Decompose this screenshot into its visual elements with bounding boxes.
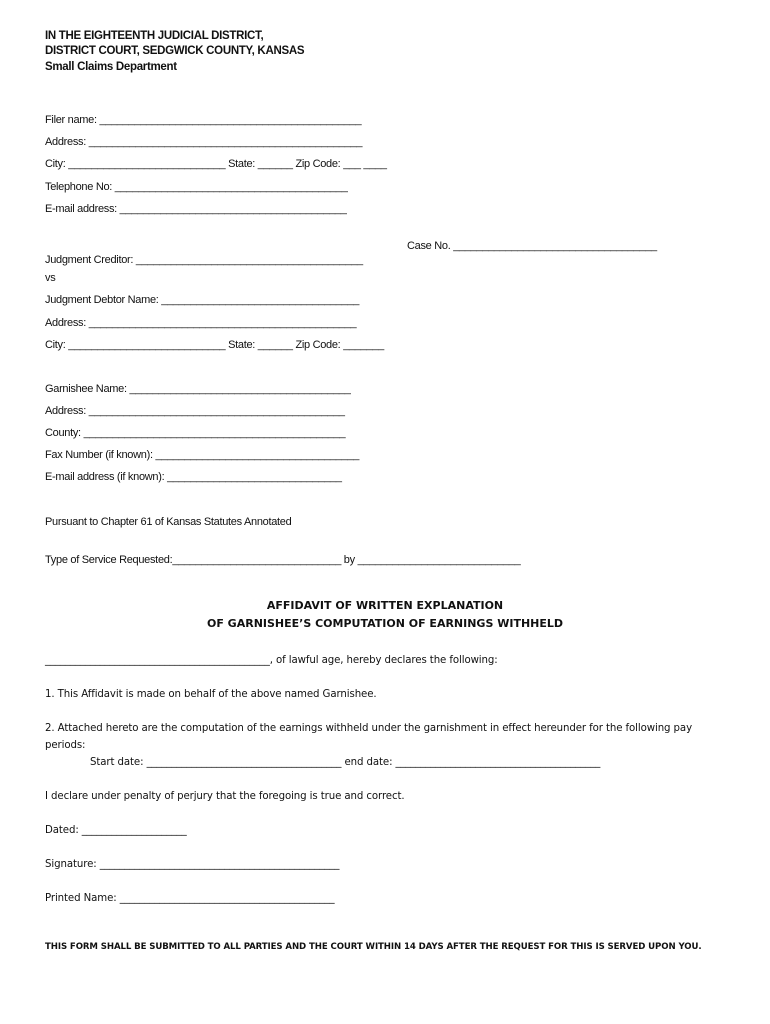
filer-telephone-field[interactable]: Telephone No: ________________________________________ (45, 181, 348, 193)
submission-notice: THIS FORM SHALL BE SUBMITTED TO ALL PARTIES AND THE COURT WITHIN 14 DAYS AFTER THE REQUEST FOR THIS IS SERVED UPON YOU. (45, 942, 702, 952)
perjury-declaration: I declare under penalty of perjury that the foregoing is true and correct. (45, 791, 405, 802)
item-2-text-line-2: periods: (45, 740, 86, 751)
filer-address-field[interactable]: Address: _______________________________________________ (45, 136, 363, 148)
printed-name-field[interactable]: Printed Name: ___________________________________________ (45, 893, 335, 904)
court-header-line-3: Small Claims Department (45, 61, 177, 73)
judgment-creditor-field[interactable]: Judgment Creditor: _______________________________________ (45, 254, 363, 266)
signature-field[interactable]: Signature: ________________________________________________ (45, 859, 340, 870)
filer-city-field[interactable]: City: ___________________________ State: ______ Zip Code: ___ ____ (45, 158, 387, 170)
pay-period-dates-field[interactable]: Start date: _______________________________________ end date: _________________________________________ (90, 757, 601, 768)
court-header-line-1: IN THE EIGHTEENTH JUDICIAL DISTRICT, (45, 30, 264, 42)
case-number-label: Case No. ___________________________________ (407, 240, 657, 252)
case-number-field[interactable] (407, 240, 657, 252)
garnishee-email-field[interactable]: E-mail address (if known): ______________________________ (45, 471, 342, 483)
dated-field[interactable]: Dated: _____________________ (45, 825, 187, 836)
filer-name-field[interactable]: Filer name: _____________________________________________ (45, 114, 362, 126)
item-1-text: 1. This Affidavit is made on behalf of the above named Garnishee. (45, 689, 377, 700)
versus-label: vs (45, 272, 56, 284)
filer-email-field[interactable]: E-mail address: _______________________________________ (45, 203, 347, 215)
court-header-line-2: DISTRICT COURT, SEDGWICK COUNTY, KANSAS (45, 45, 305, 57)
judgment-debtor-name-field[interactable]: Judgment Debtor Name: __________________________________ (45, 294, 360, 306)
garnishee-county-field[interactable]: County: _____________________________________________ (45, 427, 346, 439)
debtor-city-field[interactable]: City: ___________________________ State: ______ Zip Code: _______ (45, 339, 384, 351)
statute-reference: Pursuant to Chapter 61 of Kansas Statutes Annotated (45, 516, 292, 528)
affidavit-title-line-1: AFFIDAVIT OF WRITTEN EXPLANATION (266, 599, 504, 612)
item-2-text-line-1: 2. Attached hereto are the computation of the earnings withheld under the garnishment in effect hereunder for the following pay (45, 723, 692, 734)
garnishee-address-field[interactable]: Address: ____________________________________________ (45, 405, 345, 417)
service-type-field[interactable]: Type of Service Requested:_____________________________ by ____________________________ (45, 554, 521, 566)
debtor-address-field[interactable]: Address: ______________________________________________ (45, 317, 357, 329)
affiant-declaration-field[interactable]: _____________________________________________, of lawful age, hereby declares the following: (45, 655, 498, 666)
affidavit-title-line-2: OF GARNISHEE’S COMPUTATION OF EARNINGS WITHHELD (206, 617, 564, 630)
garnishee-fax-field[interactable]: Fax Number (if known): ___________________________________ (45, 449, 360, 461)
garnishee-name-field[interactable]: Garnishee Name: ______________________________________ (45, 383, 351, 395)
